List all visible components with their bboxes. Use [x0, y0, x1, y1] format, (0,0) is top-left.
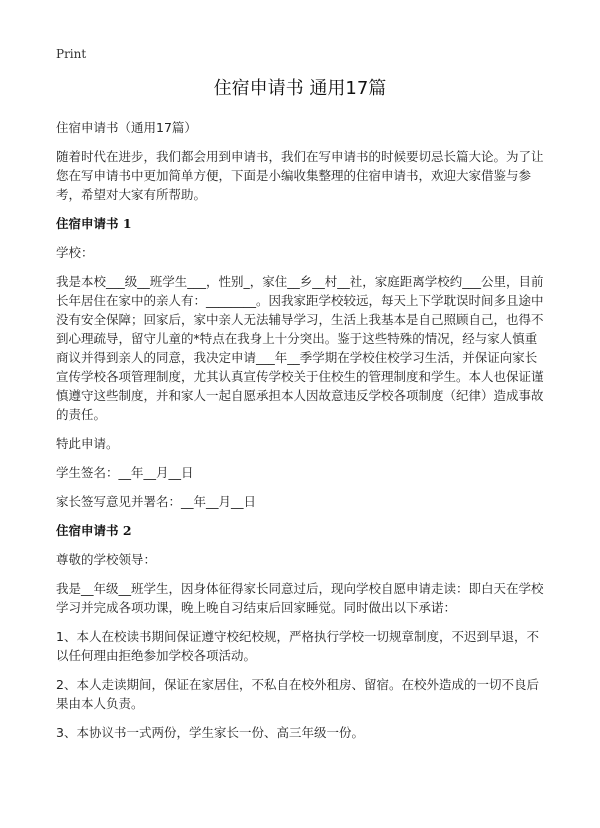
salutation: 尊敬的学校领导：	[56, 552, 157, 567]
commitment-item: 1、本人在校读书期间保证遵守校纪校规，严格执行学校一切规章制度，不迟到早退，不以任何理由拒绝参加学校各项活动。	[56, 629, 539, 663]
document-subtitle: 住宿申请书（通用17篇）	[56, 120, 197, 135]
page-title: 住宿申请书 通用17篇	[213, 78, 387, 99]
body-paragraph: 我是本校___级__班学生___，性别_，家住__乡__村__社，家庭距离学校约___公里，目前长年居住在家中的亲人有：________。因我家距学校较远，每天上下学耽误时间多且途中没有安全保障；回家后，家中亲人无法辅导学习，生活上我基本是自己照顾自己，也得不到心理疏导，留守儿童的*特点在我身上十分突出。鉴于这些特殊的情况，经与家人慎重商议并得到亲人的同意，我决定申请___年__季学期在学校住校学习生活，并保证向家长宣传学校各项管理制度，尤其认真宣传学校关于住校生的管理制度和学生。本人也保证谨慎遵守这些制度，并和家人一起自愿承担本人因故意违反学校各项制度（纪律）造成事故的责任。	[56, 274, 544, 422]
section-heading: 住宿申请书 1	[56, 216, 132, 231]
commitment-item: 3、本协议书一式两份，学生家长一份、高三年级一份。	[56, 725, 364, 740]
print-link[interactable]: Print	[56, 47, 87, 61]
section-heading: 住宿申请书 2	[56, 523, 132, 538]
parent-signature-line: 家长签写意见并署名：__年__月__日	[56, 494, 257, 509]
document-body	[56, 118, 548, 752]
closing-paragraph: 特此申请。	[56, 436, 119, 451]
intro-paragraph: 随着时代在进步，我们都会用到申请书，我们在写申请书的时候要切忌长篇大论。为了让您在写申请书中更加简单方便，下面是小编收集整理的住宿申请书，欢迎大家借鉴与参考，希望对大家有所帮助。	[56, 149, 544, 202]
section-2	[56, 521, 548, 742]
student-signature-line: 学生签名：__年__月__日	[56, 465, 194, 480]
section-1	[56, 214, 548, 511]
body-paragraph: 我是__年级__班学生，因身体征得家长同意过后，现向学校自愿申请走读：即白天在学校学习并完成各项功课，晚上晚自习结束后回家睡觉。同时做出以下承诺：	[56, 581, 544, 615]
commitment-item: 2、本人走读期间，保证在家居住，不私自在校外租房、留宿。在校外造成的一切不良后果由本人负责。	[56, 677, 539, 711]
salutation: 学校：	[56, 245, 94, 260]
